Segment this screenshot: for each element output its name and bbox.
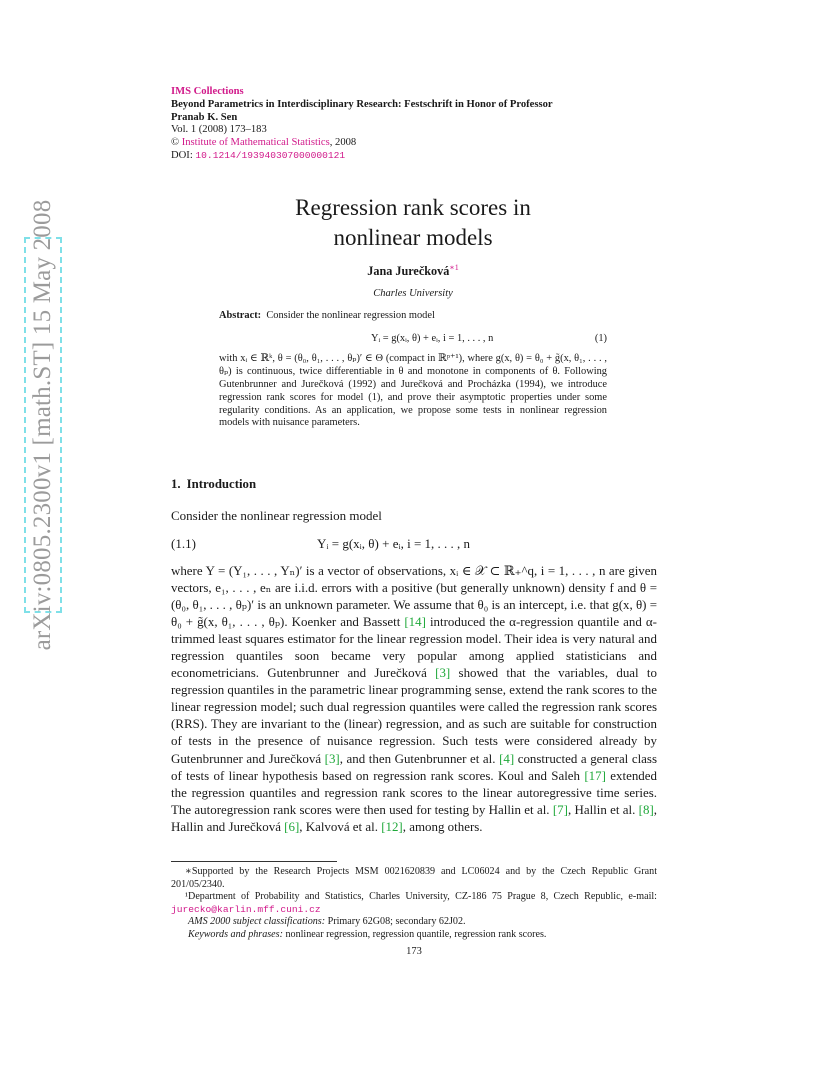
section-number: 1.	[171, 477, 181, 491]
doi-line	[171, 150, 671, 163]
body-text: introduced the α-regression quantile and α-trimmed least squares estimator for the linear regression model. Their idea is very natural and regression quantiles soon became very popular among applied statisticians and econometricians. Gutenbrunner and Jurečková	[171, 614, 657, 681]
footnote-rule	[171, 861, 337, 862]
keywords	[171, 929, 657, 942]
intro-sentence: Consider the nonlinear regression model	[171, 508, 382, 523]
citation-link[interactable]: [14]	[404, 614, 426, 630]
citation-link[interactable]: [7]	[552, 801, 568, 817]
keywords-value: nonlinear regression, regression quantile, regression rank scores.	[282, 928, 547, 940]
abstract-equation-number: (1)	[594, 332, 607, 344]
citation-link[interactable]: [4]	[499, 750, 515, 766]
publication-header	[171, 86, 671, 163]
doi-link[interactable]: 10.1214/193940307000000121	[195, 149, 346, 161]
copyright-symbol: ©	[171, 137, 180, 149]
ams-label: AMS 2000 subject classifications:	[188, 916, 326, 928]
body-text: , Hallin and Jurečková	[171, 801, 657, 834]
abstract-intro: Consider the nonlinear regression model	[266, 310, 435, 321]
abstract-equation-body: Yᵢ = g(xᵢ, θ) + eᵢ, i = 1, . . . , n	[371, 332, 494, 344]
body-text: , Hallin et al.	[567, 801, 639, 817]
footnote-department	[171, 891, 657, 916]
author-name: Jana Jurečková	[367, 264, 450, 279]
abstract-label: Abstract:	[219, 310, 262, 321]
citation-link[interactable]: [3]	[324, 750, 340, 766]
institute-link[interactable]: Institute of Mathematical Statistics	[181, 137, 330, 149]
section-title: Introduction	[186, 477, 257, 491]
book-title-line2: Pranab K. Sen	[171, 111, 238, 123]
body-text: showed that the variables, dual to regression quantiles in the parametric linear programming sense, extend the rank scores to the linear regression model; such dual regression quantiles were called the regression rank scores (RRS). They are invariant to the (linear) regression, and as such are suitable for construction of tests in the presence of nuisance regression. Such tests were considered already by Gutenbrunner and Jurečková	[171, 665, 657, 766]
body-text: , Kalvová et al.	[299, 818, 382, 834]
affiliation: Charles University	[373, 288, 453, 299]
body-text: , among others.	[402, 818, 483, 834]
abstract-equation	[219, 329, 607, 353]
section-heading	[171, 477, 256, 492]
email-link[interactable]: jurecko@karlin.mff.cuni.cz	[171, 903, 321, 915]
body-text: , and then Gutenbrunner et al.	[339, 750, 500, 766]
body-paragraph	[171, 562, 657, 835]
title-line1: Regression rank scores in	[295, 195, 531, 220]
ams-value: Primary 62G08; secondary 62J02.	[325, 916, 466, 928]
body-text: constructed a general class of tests of linear hypothesis based on regression rank scores. Koul and Saleh	[171, 750, 657, 783]
footnotes	[171, 866, 657, 942]
arxiv-stamp-text: arXiv:0805.2300v1 [math.ST] 15 May 2008	[29, 199, 56, 651]
equation-1-1-number: (1.1)	[171, 536, 196, 551]
author-line	[170, 263, 656, 279]
body-text: extended the regression quantiles and regression rank scores to the linear autoregressive time series. The autoregression rank scores were then used for testing by Hallin et al.	[171, 767, 657, 817]
title-line2: nonlinear models	[333, 225, 493, 250]
keywords-label: Keywords and phrases:	[188, 928, 283, 940]
page-number: 173	[406, 946, 422, 957]
author-footnote-marks[interactable]: ∗1	[449, 263, 459, 272]
body-text: where Y = (Y₁, . . . , Yₙ)′ is a vector of observations, xᵢ ∈ 𝒳 ⊂ ℝ₊^q, i = 1, . . . , n are given vectors, e₁, . . . , eₙ are i.i.d. errors with a positive (but generally unknown) density f and θ = (θ₀, θ₁, . . . , θₚ)′ is an unknown parameter. We assume that θ₀ is an intercept, i.e. that g(x, θ) = θ₀ + g̃(x, θ₁, . . . , θₚ). Koenker and Bassett	[171, 563, 657, 630]
abstract	[219, 310, 607, 430]
paper-title	[170, 193, 656, 253]
citation-link[interactable]: [17]	[584, 767, 606, 783]
footnote-support: ∗Supported by the Research Projects MSM 0021620839 and LC06024 and by the Czech Republic Grant 201/05/2340.	[171, 866, 657, 890]
equation-1-1-body: Yᵢ = g(xᵢ, θ) + eᵢ, i = 1, . . . , n	[317, 536, 471, 551]
volume-info: Vol. 1 (2008) 173–183	[171, 124, 267, 136]
citation-link[interactable]: [8]	[638, 801, 654, 817]
abstract-body: with xᵢ ∈ ℝᵏ, θ = (θ₀, θ₁, . . . , θₚ)′ ∈ Θ (compact in ℝᵖ⁺¹), where g(x, θ) = θ₀ + g̃(x, θ₁, . . . , θₚ) is continuous, twice differentiable in θ and monotone in components of θ. Following Gutenbrunner and Jurečková (1992) and Jurečková and Procházka (1994), we introduce regression rank scores for model (1), and prove their asymptotic properties under some regularity conditions. As an application, we propose some tests in nonlinear regression models with nuisance parameters.	[219, 352, 607, 429]
book-title-line1: Beyond Parametrics in Interdisciplinary Research: Festschrift in Honor of Professor	[171, 98, 553, 110]
arxiv-stamp	[24, 199, 62, 651]
citation-link[interactable]: [3]	[435, 665, 451, 681]
copyright-line	[171, 137, 671, 150]
collection-name: IMS Collections	[171, 86, 244, 97]
copyright-year: , 2008	[329, 137, 357, 149]
ams-classification	[171, 916, 657, 929]
abstract-first-line	[219, 310, 607, 323]
citation-link[interactable]: [12]	[381, 818, 403, 834]
footnote-dept-text: ¹Department of Probability and Statistics, Charles University, CZ-186 75 Prague 8, Czech Republic, e-mail:	[185, 891, 657, 903]
doi-label: DOI:	[171, 149, 196, 161]
citation-link[interactable]: [6]	[284, 818, 300, 834]
